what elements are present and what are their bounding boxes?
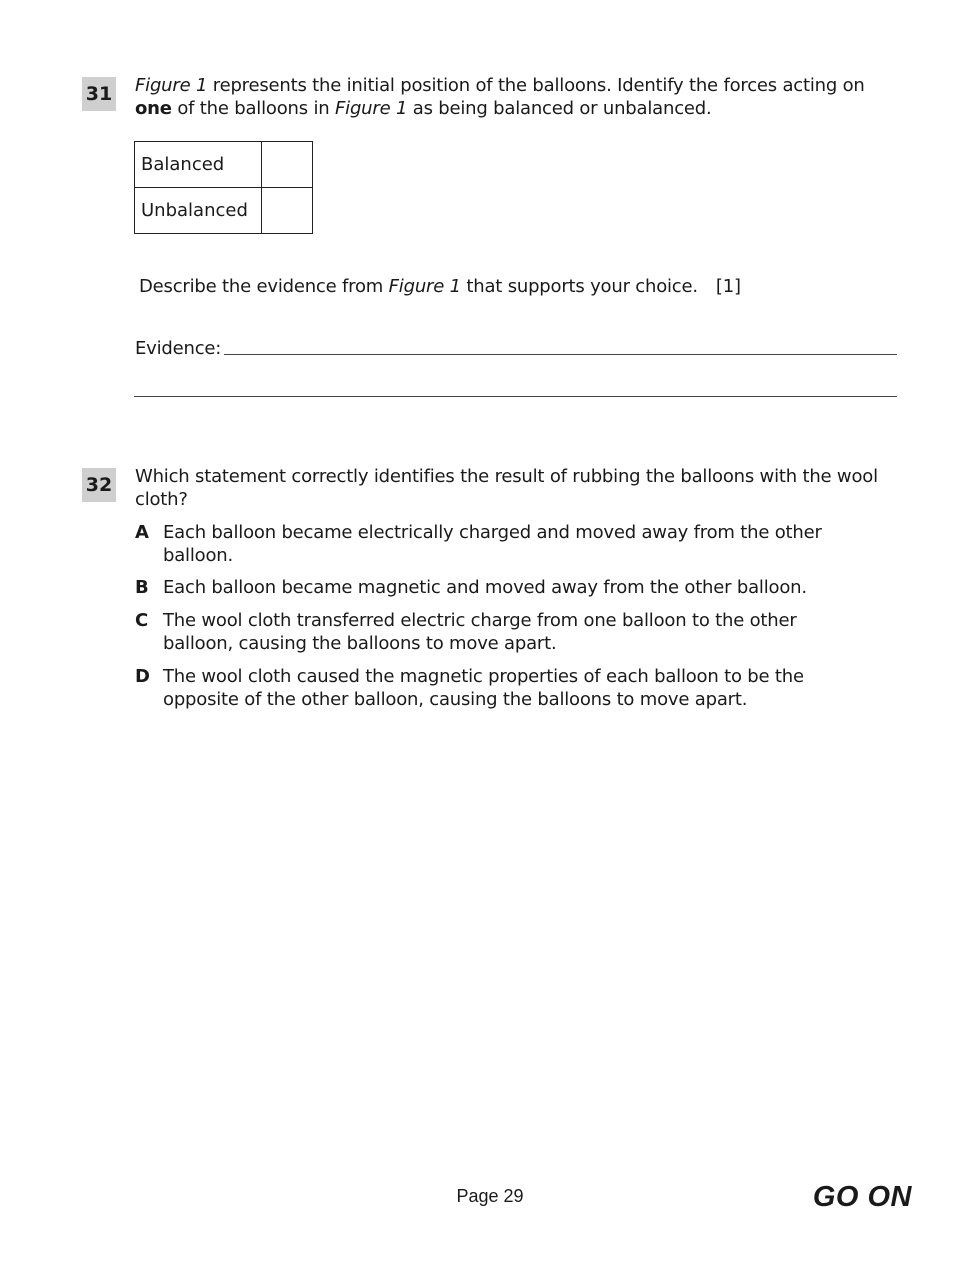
go-on-label: GO ON bbox=[812, 1181, 912, 1213]
stem-text: as being balanced or unbalanced. bbox=[407, 98, 712, 119]
option-letter: B bbox=[135, 577, 149, 598]
answer-option-b[interactable] bbox=[135, 576, 875, 599]
figure-reference: Figure 1 bbox=[334, 98, 408, 119]
figure-reference: Figure 1 bbox=[135, 75, 208, 96]
question-32-stem: Which statement correctly identifies the result of rubbing the balloons with the wool cloth? bbox=[135, 466, 878, 510]
answer-option-a[interactable] bbox=[135, 521, 875, 567]
evidence-label: Evidence: bbox=[135, 338, 222, 359]
balanced-checkbox[interactable] bbox=[262, 142, 313, 188]
option-letter: A bbox=[135, 522, 149, 543]
stem-text: represents the initial position of the balloons. Identify the forces acting on bbox=[207, 75, 865, 96]
describe-text: that supports your choice. bbox=[460, 276, 698, 297]
option-letter: D bbox=[135, 666, 150, 687]
question-31-stem bbox=[135, 74, 905, 120]
stem-text: of the balloons in bbox=[171, 98, 335, 119]
stem-emphasis: one bbox=[135, 98, 172, 119]
balanced-label: Balanced bbox=[135, 142, 262, 188]
evidence-answer-line-2[interactable] bbox=[134, 396, 897, 397]
option-text: Each balloon became electrically charged and moved away from the other balloon. bbox=[163, 522, 822, 566]
answer-option-d[interactable] bbox=[135, 665, 875, 711]
describe-prompt bbox=[139, 275, 839, 298]
question-number-32: 32 bbox=[82, 468, 116, 502]
option-letter: C bbox=[135, 610, 149, 631]
option-text: The wool cloth caused the magnetic properties of each balloon to be the opposite of the other balloon, causing the balloons to move apart. bbox=[163, 666, 804, 710]
balanced-unbalanced-table bbox=[134, 141, 313, 234]
question-number-31: 31 bbox=[82, 77, 116, 111]
describe-text: Describe the evidence from bbox=[139, 276, 389, 297]
option-text: The wool cloth transferred electric charge from one balloon to the other balloon, causing the balloons to move apart. bbox=[163, 610, 797, 654]
figure-reference: Figure 1 bbox=[388, 276, 461, 297]
unbalanced-checkbox[interactable] bbox=[262, 188, 313, 234]
table-row bbox=[135, 142, 313, 188]
points-value: [1] bbox=[715, 276, 741, 297]
evidence-answer-line-1[interactable] bbox=[224, 354, 897, 355]
page-number: Page 29 bbox=[456, 1186, 524, 1206]
answer-option-c[interactable] bbox=[135, 609, 875, 655]
option-text: Each balloon became magnetic and moved away from the other balloon. bbox=[163, 577, 807, 598]
table-row bbox=[135, 188, 313, 234]
unbalanced-label: Unbalanced bbox=[135, 188, 262, 234]
